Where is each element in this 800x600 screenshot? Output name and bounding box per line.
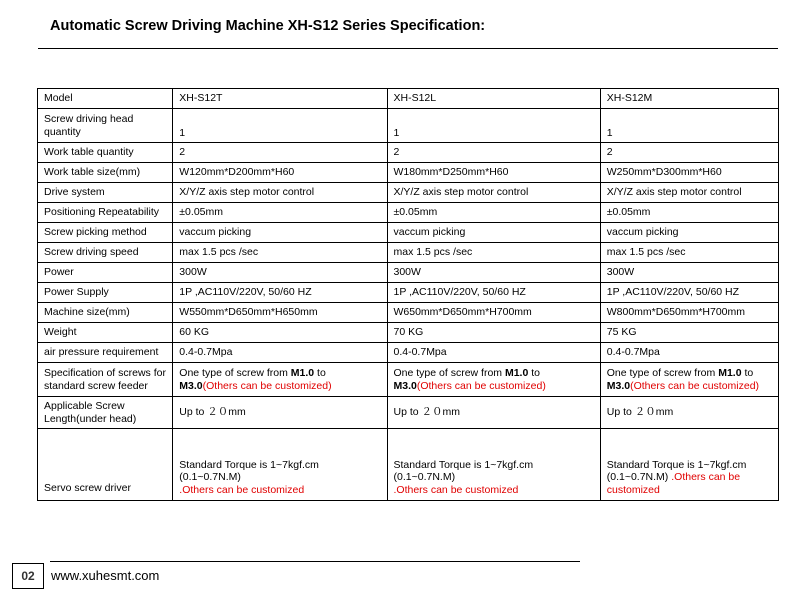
table-row [38, 323, 779, 343]
table-cell: 75 KG [600, 323, 778, 343]
table-row [38, 109, 779, 143]
table-cell: Up to ２０mm [173, 397, 387, 429]
table-cell: 2 [387, 143, 600, 163]
table-cell: 1P ,AC110V/220V, 50/60 HZ [600, 283, 778, 303]
table-row [38, 183, 779, 203]
table-cell: XH-S12M [600, 89, 778, 109]
table-cell: 0.4-0.7Mpa [387, 343, 600, 363]
table-cell: 70 KG [387, 323, 600, 343]
row-label: air pressure requirement [38, 343, 173, 363]
table-row [38, 243, 779, 263]
screw-spec-cell: One type of screw from M1.0 to M3.0(Others can be customized) [173, 363, 387, 397]
table-cell: ±0.05mm [600, 203, 778, 223]
spec-table [37, 88, 779, 501]
table-cell: W550mm*D650mm*H650mm [173, 303, 387, 323]
row-label: Specification of screws for standard screw feeder [38, 363, 173, 397]
row-label: Screw driving head quantity [38, 109, 173, 143]
table-cell: 300W [387, 263, 600, 283]
servo-cell: Standard Torque is 1~7kgf.cm (0.1~0.7N.M) .Others can be customized [173, 429, 387, 501]
screw-spec-cell: One type of screw from M1.0 to M3.0(Others can be customized) [600, 363, 778, 397]
table-row-servo [38, 429, 779, 501]
screw-spec-cell: One type of screw from M1.0 to M3.0(Others can be customized) [387, 363, 600, 397]
table-cell: ±0.05mm [173, 203, 387, 223]
table-cell: vaccum picking [600, 223, 778, 243]
table-cell: XH-S12L [387, 89, 600, 109]
table-cell: 1 [600, 109, 778, 143]
title-divider [38, 48, 778, 49]
row-label: Positioning Repeatability [38, 203, 173, 223]
row-label: Applicable Screw Length(under head) [38, 397, 173, 429]
table-cell: Model [38, 89, 173, 109]
table-cell: X/Y/Z axis step motor control [387, 183, 600, 203]
table-row [38, 283, 779, 303]
table-cell: 1P ,AC110V/220V, 50/60 HZ [387, 283, 600, 303]
table-cell: 1 [173, 109, 387, 143]
table-row [38, 303, 779, 323]
table-cell: max 1.5 pcs /sec [173, 243, 387, 263]
table-cell: W250mm*D300mm*H60 [600, 163, 778, 183]
table-row [38, 223, 779, 243]
table-cell: 2 [600, 143, 778, 163]
page-title: Automatic Screw Driving Machine XH-S12 Series Specification: [50, 18, 486, 34]
table-row-screw-length [38, 397, 779, 429]
table-row-screw-spec [38, 363, 779, 397]
servo-cell: Standard Torque is 1~7kgf.cm (0.1~0.7N.M) .Others can be customized [600, 429, 778, 501]
row-label: Work table quantity [38, 143, 173, 163]
row-label: Screw picking method [38, 223, 173, 243]
table-row [38, 203, 779, 223]
table-cell: vaccum picking [173, 223, 387, 243]
row-label: Weight [38, 323, 173, 343]
table-cell: Up to ２０mm [387, 397, 600, 429]
row-label: Machine size(mm) [38, 303, 173, 323]
row-label: Servo screw driver [38, 429, 173, 501]
table-cell: Up to ２０mm [600, 397, 778, 429]
servo-cell: Standard Torque is 1~7kgf.cm (0.1~0.7N.M) .Others can be customized [387, 429, 600, 501]
table-cell: W800mm*D650mm*H700mm [600, 303, 778, 323]
table-cell: 2 [173, 143, 387, 163]
table-cell: X/Y/Z axis step motor control [600, 183, 778, 203]
row-label: Work table size(mm) [38, 163, 173, 183]
table-cell: max 1.5 pcs /sec [600, 243, 778, 263]
row-label: Screw driving speed [38, 243, 173, 263]
table-cell: 1 [387, 109, 600, 143]
table-cell: W650mm*D650mm*H700mm [387, 303, 600, 323]
table-cell: max 1.5 pcs /sec [387, 243, 600, 263]
table-header-row [38, 89, 779, 109]
row-label: Power [38, 263, 173, 283]
table-cell: X/Y/Z axis step motor control [173, 183, 387, 203]
table-row [38, 143, 779, 163]
table-cell: vaccum picking [387, 223, 600, 243]
table-cell: ±0.05mm [387, 203, 600, 223]
table-row [38, 343, 779, 363]
table-cell: 60 KG [173, 323, 387, 343]
table-cell: 1P ,AC110V/220V, 50/60 HZ [173, 283, 387, 303]
table-cell: 300W [600, 263, 778, 283]
table-cell: 0.4-0.7Mpa [600, 343, 778, 363]
table-row [38, 263, 779, 283]
table-cell: W180mm*D250mm*H60 [387, 163, 600, 183]
footer-divider [50, 561, 580, 562]
table-cell: XH-S12T [173, 89, 387, 109]
table-row [38, 163, 779, 183]
row-label: Drive system [38, 183, 173, 203]
row-label: Power Supply [38, 283, 173, 303]
table-cell: 300W [173, 263, 387, 283]
table-cell: W120mm*D200mm*H60 [173, 163, 387, 183]
table-cell: 0.4-0.7Mpa [173, 343, 387, 363]
page-number: 02 [12, 563, 44, 589]
website-link[interactable]: www.xuhesmt.com [51, 568, 160, 583]
